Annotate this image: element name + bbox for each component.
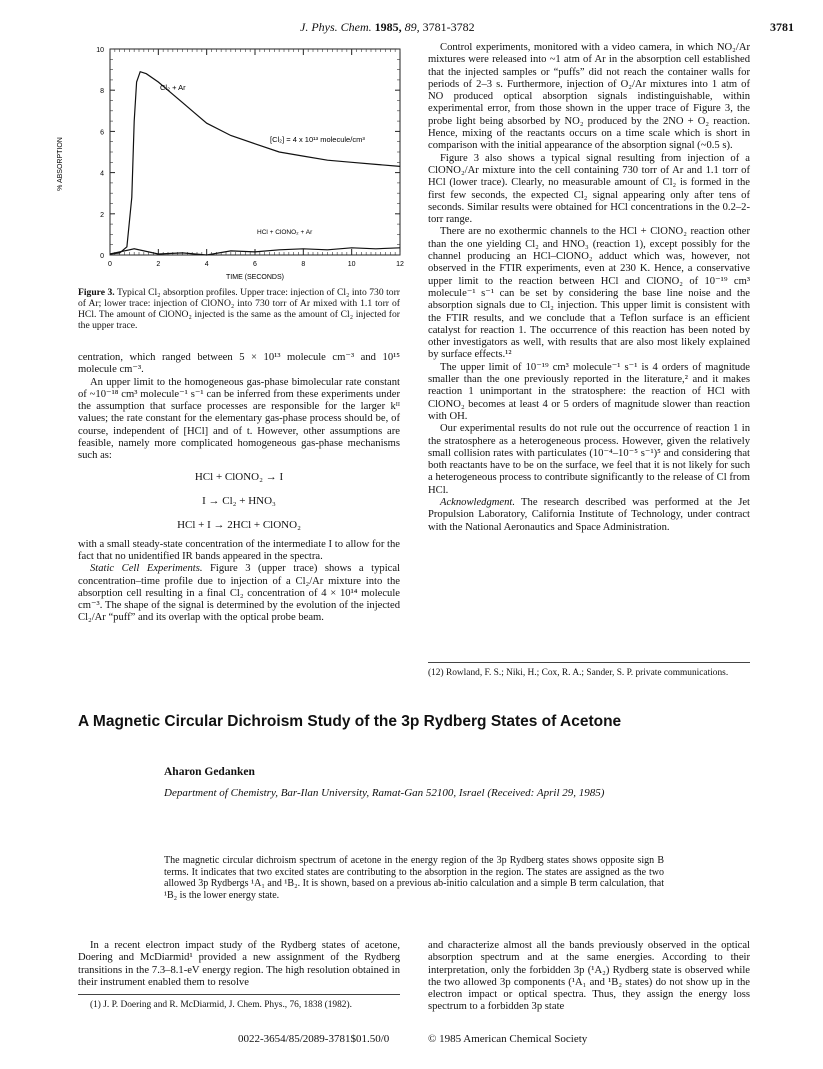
article-author: Aharon Gedanken xyxy=(164,766,255,778)
caption-text: Typical Cl₂ absorption profiles. Upper trace: injection of Cl₂ into 730 torr of Ar; lower trace: injection of ClONO₂ into 730 torr of Ar mixed with 1.1 torr of HCl. The amount of ClONO₂ injected is the same as the amount of Cl₂ injected for the upper trace. xyxy=(78,287,400,331)
x-tick-label: 8 xyxy=(301,261,306,268)
figure-3-chart xyxy=(52,44,412,284)
x-tick-label: 0 xyxy=(108,261,112,268)
right-paragraph-4: The upper limit of 10⁻¹⁹ cm³ molecule⁻¹ s⁻¹ is 4 orders of magnitude smaller than the one previously reported in the literature,² and it makes reaction 1 unimportant in the stratosphere: the reaction of HCl with ClONO₂ becomes at least 4 or 5 orders of magnitude slower than reaction with OH. xyxy=(428,361,750,422)
upper-trace-line xyxy=(110,72,400,254)
article-right-column xyxy=(428,940,750,1014)
right-paragraph-5: Our experimental results do not rule out the occurrence of reaction 1 in the stratosphere as a heterogeneous process. However, given the relatively small collision rates with particulates (10⁻⁴–10⁻⁵ s⁻¹)⁵ and considering that both reactants have to be on the surface, we feel that it is not likely for such a heterogeneous process to contribute significantly to the release of Cl from HCl. xyxy=(428,423,750,496)
series-group xyxy=(110,72,400,255)
static-cell-heading: Static Cell Experiments. xyxy=(90,563,203,575)
left-paragraph-4 xyxy=(78,563,400,624)
equation-3: HCl + I → 2HCl + ClONO₂ xyxy=(177,518,301,531)
article-footnote-1: (1) J. P. Doering and R. McDiarmid, J. Chem. Phys., 76, 1838 (1982). xyxy=(90,1000,352,1010)
article-title: A Magnetic Circular Dichroism Study of the 3p Rydberg States of Acetone xyxy=(78,713,622,730)
right-paragraph-6 xyxy=(428,497,750,534)
journal-volume: 89, xyxy=(404,20,420,34)
article-footnote-rule xyxy=(78,994,400,995)
right-paragraph-2: Figure 3 also shows a typical signal resulting from injection of a ClONO₂/Ar mixture into the cell containing 730 torr of Ar and 1.1 torr of HCl (lower trace). Clearly, no measurable amount of Cl₂ is formed in the first few seconds, the expected Cl₂ signal appearing only after tens of seconds. Similar results were obtained for HCl concentrations in the 0.2–2-torr range. xyxy=(428,152,750,226)
article-left-column xyxy=(78,940,400,989)
article-affiliation: Department of Chemistry, Bar-Ilan University, Ramat-Gan 52100, Israel (Received: April 29, 1985) xyxy=(164,787,605,799)
x-tick-label: 10 xyxy=(347,261,356,268)
page-number: 3781 xyxy=(770,20,794,34)
x-tick-label: 4 xyxy=(204,261,209,268)
y-tick-label: 10 xyxy=(96,47,104,54)
figure-caption xyxy=(78,287,400,331)
running-header xyxy=(300,20,475,35)
left-paragraph-4-text: Figure 3 (upper trace) shows a typical concentration–time profile due to injection of a Cl₂/Ar mixture into the absorption cell resulting in a final Cl₂ concentration of 4 × 10¹⁴ molecule cm⁻³. The shape of the signal is determined by the evolution of the injected Cl₂/Ar “puff” and its overlap with the optical probe beam. xyxy=(78,563,400,624)
article-right-text: and characterize almost all the bands previously observed in the optical absorption spectrum and at the same energies. According to their interpretation, only the forbidden 3p (¹A₂) Rydberg state is observed while the two allowed 3p components (¹A₁ and ¹B₂ states) do not show up in the electron impact or optical spectra. Thus, they assign the energy loss spectrum to a forbidden 3p state xyxy=(428,940,750,1013)
left-paragraph-1: centration, which ranged between 5 × 10¹³ molecule cm⁻³ and 10¹⁵ molecule cm⁻³. xyxy=(78,352,400,376)
minor-ticks xyxy=(110,49,400,255)
footer-copyright: © 1985 American Chemical Society xyxy=(428,1033,588,1045)
journal-pages: 3781-3782 xyxy=(422,20,475,34)
y-tick-label: 2 xyxy=(100,211,104,219)
x-tick-label: 2 xyxy=(156,261,161,268)
y-tick-label: 8 xyxy=(100,88,104,96)
right-paragraph-3: There are no exothermic channels to the HCl + ClONO₂ reaction other than the one yielding Cl₂ and HNO₃ (reaction 1), except possibly for the channel producing an HCl–ClONO₂ adduct which was, however, not observed in the FTIR experiments, even at 230 K. Hence, a conservative upper limit to the reaction between HCl and ClONO₂ of 10⁻¹⁹ cm³ molecule⁻¹ s⁻¹ can be set by considering the base line noise and the absorption signals due to Cl₂ injection. This upper limit is consistent with the FTIR results, and we conclude that a Teflon surface is an efficient catalyst for reaction 1. The occurrence of this reaction has been noted by other investigators as well, with results that are also most likely explained by surface effects.¹² xyxy=(428,226,750,361)
equation-1: HCl + ClONO₂ → I xyxy=(194,470,284,483)
x-axis-label: TIME (SECONDS) xyxy=(226,274,284,281)
y-ticks xyxy=(96,47,400,260)
plot-frame xyxy=(110,49,400,255)
upper-trace-label: Cl₂ + Ar xyxy=(160,83,186,92)
y-axis-label: % ABSORPTION xyxy=(57,137,64,191)
x-tick-label: 6 xyxy=(253,261,257,268)
left-paragraph-2: An upper limit to the homogeneous gas-phase bimolecular rate constant of ~10⁻¹⁸ cm³ molecule⁻¹ s⁻¹ can be inferred from these experiments under the assumption that surface processes are responsible for the larger kᴵᴵ values; the rate constant for the elementary gas-phase process should be, of course, independent of [HCl] and of t. However, other assumptions are feasible, namely more complicated homogeneous gas-phase mechanisms such as: xyxy=(78,376,400,462)
article-abstract: The magnetic circular dichroism spectrum of acetone in the energy region of the 3p Rydberg states shows opposite sign B terms. It indicates that two excited states are contributing to the absorption in the region. The states are assigned as the two allowed 3p Rydbergs ¹A₁ and ¹B₂. It is shown, based on a previous ab-initio calculation and a simple B term calculation, that ¹B₂ is the lower energy state. xyxy=(164,855,664,901)
y-tick-label: 6 xyxy=(100,129,104,137)
journal-name: J. Phys. Chem. xyxy=(300,20,372,34)
footer-code: 0022-3654/85/2089-3781$01.50/0 xyxy=(238,1033,390,1045)
x-tick-label: 12 xyxy=(396,261,404,268)
right-column xyxy=(428,42,750,534)
article-left-text: In a recent electron impact study of the Rydberg states of acetone, Doering and McDiarmid¹ provided a new assignment of the Rydberg transitions in the 7.3–8.1-eV energy region. The high resolution obtained in their instrument enabled them to resolve xyxy=(78,940,400,988)
y-tick-label: 4 xyxy=(100,170,104,178)
footnote-rule xyxy=(428,662,750,663)
footnote-12: (12) Rowland, F. S.; Niki, H.; Cox, R. A.; Sander, S. P. private communications. xyxy=(428,668,729,678)
concentration-label: [Cl₂] = 4 x 10¹³ molecule/cm³ xyxy=(270,135,365,144)
lower-trace-label: HCl + ClONO₂ + Ar xyxy=(257,229,313,236)
left-paragraph-3: with a small steady-state concentration of the intermediate I to allow for the fact that no unidentified IR bands appeared in the spectra. xyxy=(78,538,400,562)
left-column xyxy=(78,352,400,625)
acknowledgment-heading: Acknowledgment. xyxy=(440,496,516,508)
right-paragraph-1: Control experiments, monitored with a video camera, in which NO₂/Ar mixtures were released into ~1 atm of Ar in the absorption cell established that the injected samples or “puffs” did not reach the container walls for periods of 2–3 s. Furthermore, injection of O₂/Ar mixtures into 1 atm of NO produced optical absorption signals indistinguishable, within experimental error, from those shown in the upper trace of Figure 3, the probe light being absorbed by NO₂ produced by the 2NO + O₂ reaction. Hence, mixing of the reactants occurs on a time scale which is short in comparison with the initial appearance of the absorption signal (~0.5 s). xyxy=(428,42,750,152)
acknowledgment-text: The research described was performed at the Jet Propulsion Laboratory, California Institute of Technology, under contract with the National Aeronautics and Space Administration. xyxy=(428,496,750,533)
caption-lead: Figure 3. xyxy=(78,287,115,298)
equation-2: I → Cl₂ + HNO₃ xyxy=(202,494,276,507)
y-tick-label: 0 xyxy=(100,253,104,260)
journal-year: 1985, xyxy=(374,20,402,34)
